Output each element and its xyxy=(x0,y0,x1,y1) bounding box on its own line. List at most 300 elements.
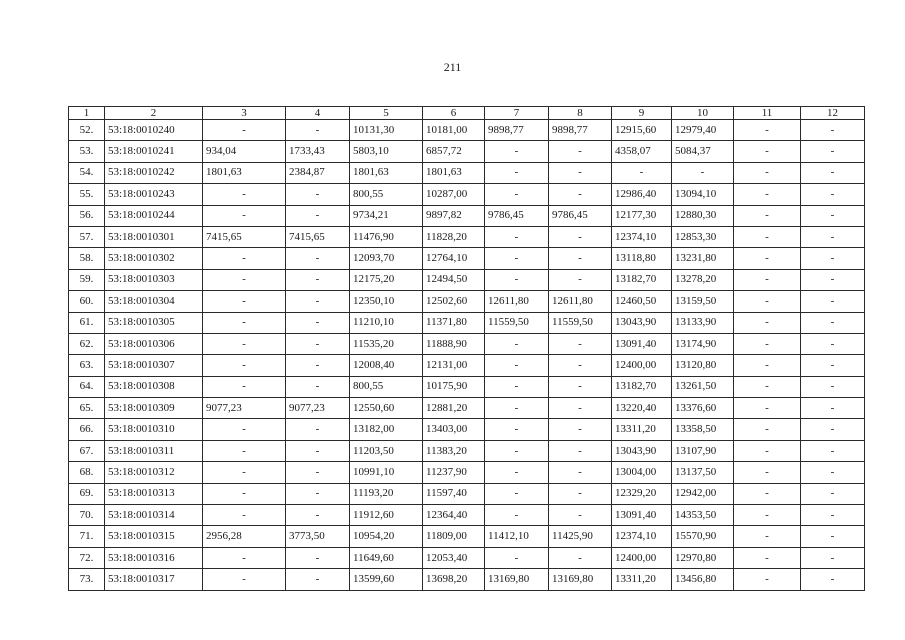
value-cell: 10287,00 xyxy=(423,184,485,205)
value-cell: - xyxy=(485,162,549,183)
row-number-cell: 54. xyxy=(69,162,105,183)
value-cell: 12979,40 xyxy=(672,120,734,141)
value-cell: 13278,20 xyxy=(672,269,734,290)
table-row xyxy=(69,505,865,526)
value-cell: 800,55 xyxy=(350,184,423,205)
column-header-5: 5 xyxy=(350,107,423,120)
value-cell: - xyxy=(734,462,801,483)
table-row xyxy=(69,376,865,397)
value-cell: 13403,00 xyxy=(423,419,485,440)
value-cell: - xyxy=(286,205,350,226)
value-cell: - xyxy=(203,184,286,205)
value-cell: - xyxy=(801,483,865,504)
value-cell: 10954,20 xyxy=(350,526,423,547)
value-cell: - xyxy=(203,569,286,590)
row-number-cell: 53. xyxy=(69,141,105,162)
value-cell: - xyxy=(734,312,801,333)
value-cell: - xyxy=(734,248,801,269)
value-cell: - xyxy=(801,398,865,419)
table-row xyxy=(69,419,865,440)
value-cell: - xyxy=(203,419,286,440)
value-cell: - xyxy=(485,462,549,483)
value-cell: - xyxy=(549,547,612,568)
value-cell: - xyxy=(203,462,286,483)
value-cell: 1801,63 xyxy=(423,162,485,183)
value-cell: - xyxy=(734,184,801,205)
value-cell: 11559,50 xyxy=(485,312,549,333)
value-cell: 12329,20 xyxy=(612,483,672,504)
value-cell: 13599,60 xyxy=(350,569,423,590)
value-cell: - xyxy=(203,205,286,226)
value-cell: - xyxy=(485,226,549,247)
value-cell: 13169,80 xyxy=(549,569,612,590)
value-cell: - xyxy=(286,248,350,269)
row-number-cell: 62. xyxy=(69,333,105,354)
value-cell: 9897,82 xyxy=(423,205,485,226)
value-cell: - xyxy=(549,162,612,183)
column-header-7: 7 xyxy=(485,107,549,120)
value-cell: 12494,50 xyxy=(423,269,485,290)
value-cell: 1801,63 xyxy=(203,162,286,183)
value-cell: 13043,90 xyxy=(612,312,672,333)
value-cell: - xyxy=(203,483,286,504)
column-header-9: 9 xyxy=(612,107,672,120)
value-cell: - xyxy=(801,291,865,312)
value-cell: - xyxy=(801,312,865,333)
value-cell: 12986,40 xyxy=(612,184,672,205)
value-cell: 13231,80 xyxy=(672,248,734,269)
value-cell: 13311,20 xyxy=(612,419,672,440)
value-cell: 11912,60 xyxy=(350,505,423,526)
row-number-cell: 64. xyxy=(69,376,105,397)
value-cell: - xyxy=(801,226,865,247)
value-cell: 1801,63 xyxy=(350,162,423,183)
value-cell: 12131,00 xyxy=(423,355,485,376)
value-cell: 13107,90 xyxy=(672,440,734,461)
value-cell: 13091,40 xyxy=(612,333,672,354)
value-cell: - xyxy=(549,440,612,461)
value-cell: 12880,30 xyxy=(672,205,734,226)
row-number-cell: 52. xyxy=(69,120,105,141)
column-header-11: 11 xyxy=(734,107,801,120)
value-cell: - xyxy=(549,226,612,247)
value-cell: 11809,00 xyxy=(423,526,485,547)
value-cell: - xyxy=(734,376,801,397)
value-cell: - xyxy=(801,120,865,141)
value-cell: - xyxy=(286,333,350,354)
value-cell: - xyxy=(203,547,286,568)
value-cell: - xyxy=(286,355,350,376)
cadastral-number-cell: 53:18:0010309 xyxy=(105,398,203,419)
value-cell: 11888,90 xyxy=(423,333,485,354)
value-cell: 13043,90 xyxy=(612,440,672,461)
table-row xyxy=(69,547,865,568)
value-cell: - xyxy=(734,269,801,290)
value-cell: - xyxy=(549,462,612,483)
value-cell: - xyxy=(672,162,734,183)
value-cell: - xyxy=(801,355,865,376)
table-row xyxy=(69,226,865,247)
value-cell: 13120,80 xyxy=(672,355,734,376)
value-cell: - xyxy=(549,505,612,526)
cadastral-number-cell: 53:18:0010316 xyxy=(105,547,203,568)
value-cell: 13358,50 xyxy=(672,419,734,440)
value-cell: 9898,77 xyxy=(549,120,612,141)
value-cell: - xyxy=(485,547,549,568)
value-cell: - xyxy=(734,483,801,504)
cadastral-number-cell: 53:18:0010315 xyxy=(105,526,203,547)
value-cell: - xyxy=(734,547,801,568)
value-cell: - xyxy=(734,226,801,247)
value-cell: 12915,60 xyxy=(612,120,672,141)
value-cell: - xyxy=(801,419,865,440)
row-number-cell: 59. xyxy=(69,269,105,290)
value-cell: 11535,20 xyxy=(350,333,423,354)
cadastral-number-cell: 53:18:0010311 xyxy=(105,440,203,461)
cadastral-number-cell: 53:18:0010240 xyxy=(105,120,203,141)
value-cell: 13261,50 xyxy=(672,376,734,397)
page-number: 211 xyxy=(443,60,462,74)
value-cell: - xyxy=(485,141,549,162)
header-row xyxy=(69,107,865,120)
value-cell: - xyxy=(485,483,549,504)
cadastral-number-cell: 53:18:0010302 xyxy=(105,248,203,269)
value-cell: 12093,70 xyxy=(350,248,423,269)
value-cell: - xyxy=(485,505,549,526)
value-cell: 12970,80 xyxy=(672,547,734,568)
cadastral-number-cell: 53:18:0010241 xyxy=(105,141,203,162)
value-cell: - xyxy=(734,120,801,141)
value-cell: - xyxy=(801,333,865,354)
value-cell: - xyxy=(286,419,350,440)
value-cell: - xyxy=(286,184,350,205)
table-row xyxy=(69,162,865,183)
value-cell: - xyxy=(801,440,865,461)
table-row xyxy=(69,291,865,312)
row-number-cell: 66. xyxy=(69,419,105,440)
value-cell: 14353,50 xyxy=(672,505,734,526)
value-cell: 12053,40 xyxy=(423,547,485,568)
cadastral-number-cell: 53:18:0010308 xyxy=(105,376,203,397)
cadastral-number-cell: 53:18:0010317 xyxy=(105,569,203,590)
cadastral-number-cell: 53:18:0010303 xyxy=(105,269,203,290)
value-cell: - xyxy=(734,291,801,312)
value-cell: 13182,00 xyxy=(350,419,423,440)
value-cell: 800,55 xyxy=(350,376,423,397)
value-cell: 12175,20 xyxy=(350,269,423,290)
table-row xyxy=(69,312,865,333)
value-cell: - xyxy=(203,376,286,397)
value-cell: 13169,80 xyxy=(485,569,549,590)
value-cell: - xyxy=(801,205,865,226)
row-number-cell: 73. xyxy=(69,569,105,590)
value-cell: - xyxy=(549,248,612,269)
value-cell: - xyxy=(549,483,612,504)
cadastral-number-cell: 53:18:0010314 xyxy=(105,505,203,526)
table-row xyxy=(69,440,865,461)
value-cell: - xyxy=(485,440,549,461)
value-cell: 12942,00 xyxy=(672,483,734,504)
value-cell: 13698,20 xyxy=(423,569,485,590)
data-table xyxy=(68,106,865,591)
value-cell: 13220,40 xyxy=(612,398,672,419)
cadastral-number-cell: 53:18:0010307 xyxy=(105,355,203,376)
value-cell: - xyxy=(485,419,549,440)
value-cell: - xyxy=(734,526,801,547)
value-cell: - xyxy=(801,547,865,568)
value-cell: 9898,77 xyxy=(485,120,549,141)
table-row xyxy=(69,569,865,590)
value-cell: 13376,60 xyxy=(672,398,734,419)
value-cell: 6857,72 xyxy=(423,141,485,162)
row-number-cell: 70. xyxy=(69,505,105,526)
row-number-cell: 60. xyxy=(69,291,105,312)
row-number-cell: 56. xyxy=(69,205,105,226)
value-cell: - xyxy=(286,376,350,397)
value-cell: - xyxy=(203,333,286,354)
cadastral-number-cell: 53:18:0010304 xyxy=(105,291,203,312)
value-cell: - xyxy=(203,291,286,312)
value-cell: 9077,23 xyxy=(203,398,286,419)
value-cell: - xyxy=(549,184,612,205)
value-cell: 11828,20 xyxy=(423,226,485,247)
value-cell: 12177,30 xyxy=(612,205,672,226)
table-row xyxy=(69,355,865,376)
value-cell: 2956,28 xyxy=(203,526,286,547)
value-cell: - xyxy=(801,162,865,183)
cadastral-number-cell: 53:18:0010305 xyxy=(105,312,203,333)
value-cell: 9786,45 xyxy=(549,205,612,226)
value-cell: 11371,80 xyxy=(423,312,485,333)
value-cell: - xyxy=(286,462,350,483)
value-cell: 11210,10 xyxy=(350,312,423,333)
value-cell: 4358,07 xyxy=(612,141,672,162)
value-cell: 2384,87 xyxy=(286,162,350,183)
value-cell: - xyxy=(485,376,549,397)
value-cell: 5084,37 xyxy=(672,141,734,162)
table-row xyxy=(69,184,865,205)
value-cell: - xyxy=(485,333,549,354)
cadastral-number-cell: 53:18:0010243 xyxy=(105,184,203,205)
column-header-12: 12 xyxy=(801,107,865,120)
row-number-cell: 57. xyxy=(69,226,105,247)
column-header-6: 6 xyxy=(423,107,485,120)
value-cell: - xyxy=(549,141,612,162)
value-cell: 12853,30 xyxy=(672,226,734,247)
table-row xyxy=(69,269,865,290)
table-row xyxy=(69,120,865,141)
value-cell: - xyxy=(801,376,865,397)
value-cell: - xyxy=(203,505,286,526)
value-cell: - xyxy=(286,569,350,590)
value-cell: - xyxy=(549,269,612,290)
value-cell: 7415,65 xyxy=(286,226,350,247)
value-cell: - xyxy=(734,333,801,354)
value-cell: 12400,00 xyxy=(612,355,672,376)
cadastral-number-cell: 53:18:0010312 xyxy=(105,462,203,483)
value-cell: - xyxy=(549,398,612,419)
value-cell: 12881,20 xyxy=(423,398,485,419)
value-cell: - xyxy=(286,483,350,504)
table-row xyxy=(69,248,865,269)
value-cell: 10175,90 xyxy=(423,376,485,397)
value-cell: 9734,21 xyxy=(350,205,423,226)
value-cell: 12502,60 xyxy=(423,291,485,312)
value-cell: 12611,80 xyxy=(549,291,612,312)
value-cell: - xyxy=(801,269,865,290)
value-cell: 13311,20 xyxy=(612,569,672,590)
value-cell: 12460,50 xyxy=(612,291,672,312)
row-number-cell: 63. xyxy=(69,355,105,376)
value-cell: - xyxy=(734,355,801,376)
value-cell: 11649,60 xyxy=(350,547,423,568)
value-cell: - xyxy=(734,419,801,440)
column-header-3: 3 xyxy=(203,107,286,120)
value-cell: 3773,50 xyxy=(286,526,350,547)
value-cell: 13456,80 xyxy=(672,569,734,590)
row-number-cell: 71. xyxy=(69,526,105,547)
value-cell: - xyxy=(734,440,801,461)
value-cell: - xyxy=(203,269,286,290)
value-cell: - xyxy=(286,312,350,333)
value-cell: 12764,10 xyxy=(423,248,485,269)
value-cell: - xyxy=(549,333,612,354)
table-row xyxy=(69,205,865,226)
value-cell: - xyxy=(203,440,286,461)
value-cell: 10131,30 xyxy=(350,120,423,141)
value-cell: - xyxy=(801,141,865,162)
value-cell: 11383,20 xyxy=(423,440,485,461)
value-cell: 7415,65 xyxy=(203,226,286,247)
value-cell: - xyxy=(801,248,865,269)
value-cell: 934,04 xyxy=(203,141,286,162)
cadastral-number-cell: 53:18:0010242 xyxy=(105,162,203,183)
value-cell: - xyxy=(801,505,865,526)
table-row xyxy=(69,483,865,504)
value-cell: 12350,10 xyxy=(350,291,423,312)
value-cell: - xyxy=(485,355,549,376)
table-body xyxy=(69,120,865,591)
value-cell: 11597,40 xyxy=(423,483,485,504)
value-cell: - xyxy=(286,440,350,461)
value-cell: - xyxy=(734,205,801,226)
table-header xyxy=(69,107,865,120)
value-cell: 11425,90 xyxy=(549,526,612,547)
column-header-10: 10 xyxy=(672,107,734,120)
value-cell: 10991,10 xyxy=(350,462,423,483)
value-cell: 9077,23 xyxy=(286,398,350,419)
value-cell: 9786,45 xyxy=(485,205,549,226)
value-cell: 13182,70 xyxy=(612,269,672,290)
value-cell: 11476,90 xyxy=(350,226,423,247)
value-cell: 13004,00 xyxy=(612,462,672,483)
value-cell: - xyxy=(801,184,865,205)
table-row xyxy=(69,462,865,483)
value-cell: 12611,80 xyxy=(485,291,549,312)
value-cell: - xyxy=(801,569,865,590)
value-cell: 1733,43 xyxy=(286,141,350,162)
value-cell: - xyxy=(485,398,549,419)
value-cell: - xyxy=(286,120,350,141)
column-header-8: 8 xyxy=(549,107,612,120)
row-number-cell: 69. xyxy=(69,483,105,504)
value-cell: - xyxy=(549,419,612,440)
row-number-cell: 61. xyxy=(69,312,105,333)
value-cell: 13091,40 xyxy=(612,505,672,526)
value-cell: 11237,90 xyxy=(423,462,485,483)
value-cell: 13118,80 xyxy=(612,248,672,269)
value-cell: 11193,20 xyxy=(350,483,423,504)
value-cell: 13133,90 xyxy=(672,312,734,333)
row-number-cell: 55. xyxy=(69,184,105,205)
value-cell: 13137,50 xyxy=(672,462,734,483)
row-number-cell: 58. xyxy=(69,248,105,269)
cadastral-number-cell: 53:18:0010313 xyxy=(105,483,203,504)
value-cell: - xyxy=(801,526,865,547)
value-cell: 11412,10 xyxy=(485,526,549,547)
column-header-2: 2 xyxy=(105,107,203,120)
column-header-1: 1 xyxy=(69,107,105,120)
value-cell: - xyxy=(485,248,549,269)
table-row xyxy=(69,333,865,354)
value-cell: 13094,10 xyxy=(672,184,734,205)
value-cell: 12550,60 xyxy=(350,398,423,419)
value-cell: - xyxy=(485,184,549,205)
value-cell: 5803,10 xyxy=(350,141,423,162)
value-cell: - xyxy=(612,162,672,183)
value-cell: - xyxy=(734,141,801,162)
row-number-cell: 72. xyxy=(69,547,105,568)
value-cell: 13182,70 xyxy=(612,376,672,397)
value-cell: 12364,40 xyxy=(423,505,485,526)
value-cell: - xyxy=(734,569,801,590)
cadastral-number-cell: 53:18:0010244 xyxy=(105,205,203,226)
value-cell: - xyxy=(286,269,350,290)
row-number-cell: 68. xyxy=(69,462,105,483)
value-cell: 11203,50 xyxy=(350,440,423,461)
value-cell: - xyxy=(203,248,286,269)
table-row xyxy=(69,526,865,547)
row-number-cell: 67. xyxy=(69,440,105,461)
cadastral-number-cell: 53:18:0010306 xyxy=(105,333,203,354)
value-cell: - xyxy=(549,355,612,376)
column-header-4: 4 xyxy=(286,107,350,120)
value-cell: 12400,00 xyxy=(612,547,672,568)
value-cell: - xyxy=(286,291,350,312)
value-cell: 12008,40 xyxy=(350,355,423,376)
table-row xyxy=(69,398,865,419)
value-cell: 12374,10 xyxy=(612,226,672,247)
value-cell: 15570,90 xyxy=(672,526,734,547)
value-cell: 11559,50 xyxy=(549,312,612,333)
value-cell: - xyxy=(286,505,350,526)
value-cell: - xyxy=(286,547,350,568)
value-cell: - xyxy=(734,505,801,526)
value-cell: 13174,90 xyxy=(672,333,734,354)
value-cell: 12374,10 xyxy=(612,526,672,547)
value-cell: - xyxy=(549,376,612,397)
value-cell: - xyxy=(485,269,549,290)
value-cell: - xyxy=(801,462,865,483)
value-cell: - xyxy=(734,398,801,419)
value-cell: - xyxy=(203,355,286,376)
value-cell: - xyxy=(734,162,801,183)
table-row xyxy=(69,141,865,162)
value-cell: 10181,00 xyxy=(423,120,485,141)
cadastral-number-cell: 53:18:0010301 xyxy=(105,226,203,247)
value-cell: - xyxy=(203,312,286,333)
value-cell: 13159,50 xyxy=(672,291,734,312)
